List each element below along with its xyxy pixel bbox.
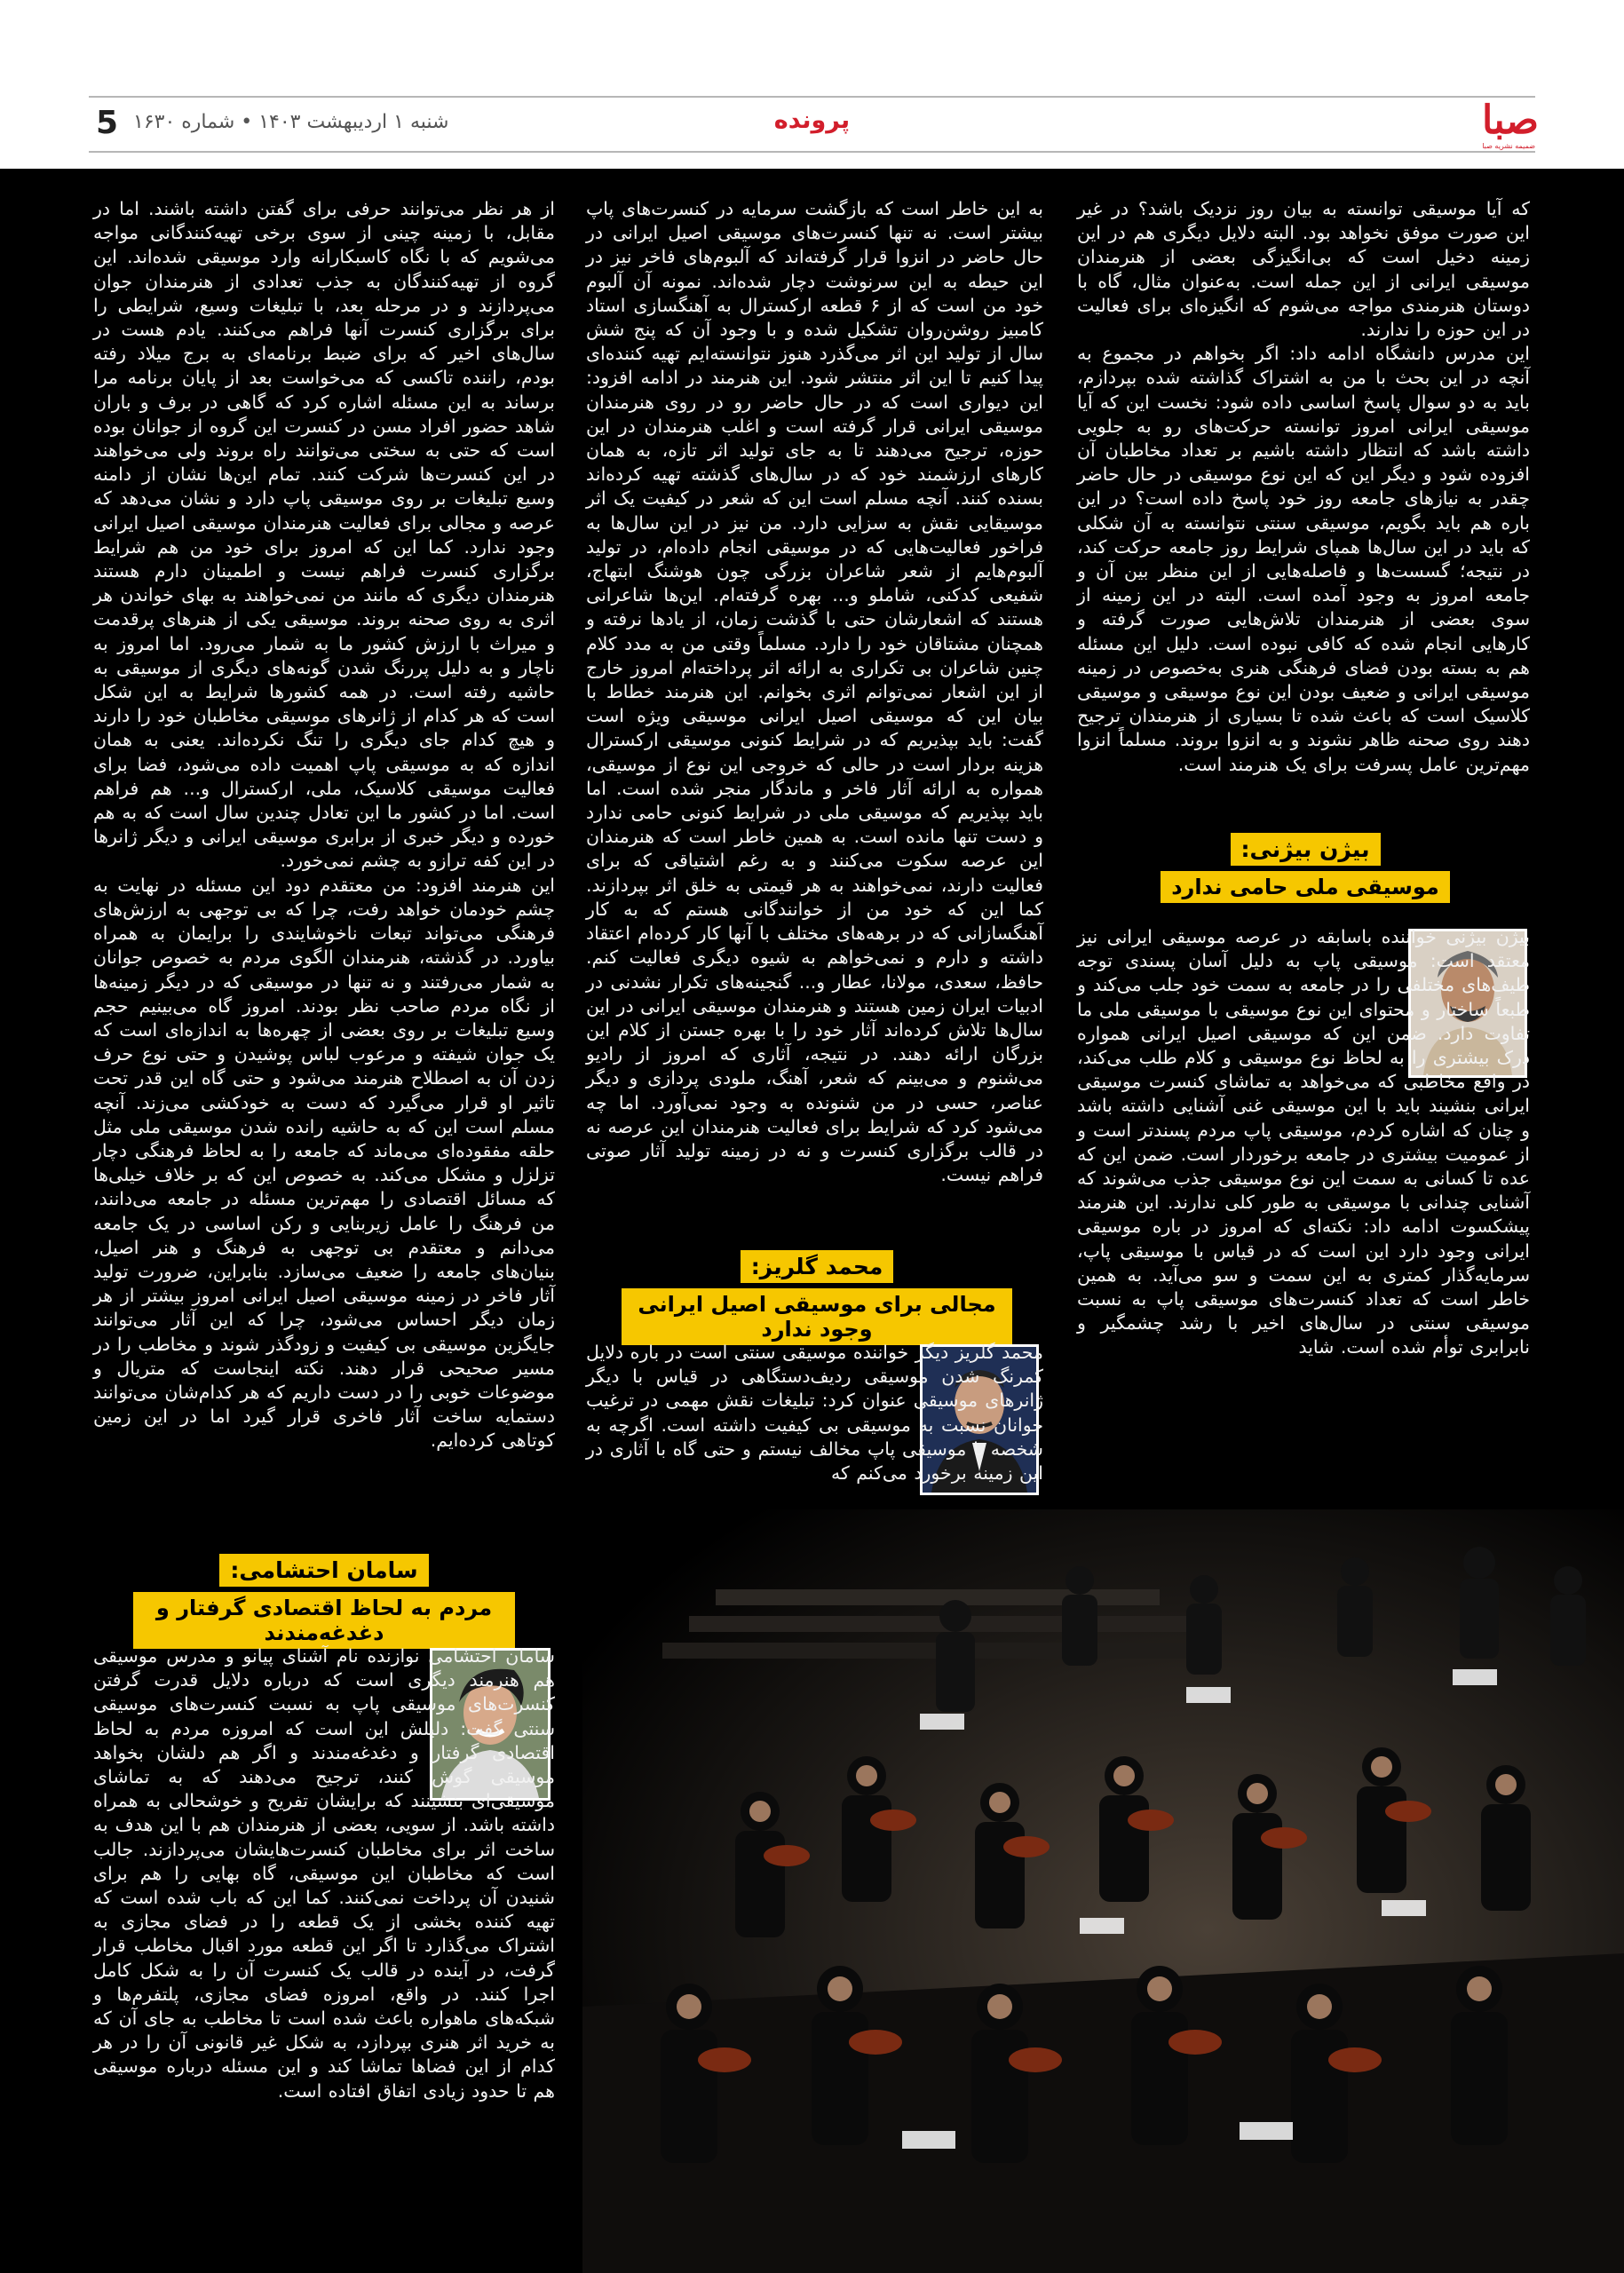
article-paragraph: این مدرس دانشگاه ادامه داد: اگر بخواهم در مجموع به آنچه در این بحث با من به اشتراک گذاشته شده بپردازم، باید به دو سوال پاسخ اساسی داده شود: نخست این که آیا موسیقی ایرانی امروز توانسته حرکت‌های رو به جلویی داشته باشد که انتظار داشته باشیم بر تعداد مخاطبان آن افزوده شود و دیگر این که این نوع موسیقی در حال حاضر چقدر به نیازهای جامعه روز خود پاسخ داده است؟ در این باره هم باید بگویم، موسیقی سنتی نتوانسته به آن شکلی که باید در این سال‌ها همپای شرایط روز جامعه حرکت کند، در نتیجه؛ گسست‌ها و فاصله‌هایی از این منظر بین آن و جامعه امروز به وجود آمده است. البته در این زمینه از سوی بعضی از هنرمندان تلاش‌هایی صورت گرفته و کارهایی انجام شده که کافی نبوده است. دلیل این مسئله هم به بسته بودن فضای فرهنگی هنری به‌خصوص در زمینه موسیقی ایرانی و ضعیف بودن این نوع موسیقی و موسیقی کلاسیک است که باعث شده تا بسیاری از هنرمندان ترجیح دهند روی صحنه ظاهر نشوند و به انزوا بروند. مسلماً انزوا مهم‌ترین عامل پسرفت برای یک هنرمند است. [1077, 343, 1530, 775]
masthead [0, 0, 1624, 169]
concert-orchestra-photo [582, 1509, 1624, 2273]
orchestra-photo [582, 1509, 1624, 2273]
page-number: 5 [96, 105, 119, 141]
article-paragraph: از هر نظر می‌توانند حرفی برای گفتن داشته باشند. اما در مقابل، با زمینه چینی از سوی برخی تهیه‌کنندگانی مواجه می‌شویم که با نگاه کاسبکارانه وارد موسیقی شده‌اند. این گروه از تهیه‌کنندگان به جذب تعدادی از هنرمندان جوان می‌پردازند و در مرحله بعد، با تبلیغات وسیع، شرایطی را برای برگزاری کنسرت آنها فراهم می‌کنند. یادم هست در سال‌های اخیر که برای ضبط برنامه‌ای به برج میلاد رفته بودم، راننده تاکسی که می‌خواست بعد از پایان برنامه مرا برساند به این مسئله اشاره کرد که گاهی در برف و باران شاهد حضور افراد مسن در کنسرت این گروه از جوانان بوده است که حتی به سختی می‌توانند راه بروند ولی می‌خواهند در این کنسرت‌ها شرکت کنند. تمام این‌ها نشان از دامنه وسیع تبلیغات بر روی موسیقی پاپ دارد و نشان می‌دهد که عرصه و مجالی برای فعالیت هنرمندان موسیقی اصیل ایرانی وجود ندارد. کما این که امروز برای خود من هم شرایط برگزاری کنسرت فراهم نیست و اطمینان دارم هستند هنرمندان دیگری که مانند من نمی‌خواهند به بهای خواندن هر اثری به روی صحنه بروند. موسیقی یکی از هنرهای پرقدمت و میراث با ارزش کشور ما به شمار می‌رود. اما امروز به ناچار و به دلیل پررنگ شدن گونه‌های دیگری از موسیقی به حاشیه رفته است. در همه کشورها شرایط به این شکل است که هر کدام از ژانرهای موسیقی مخاطبان خود را دارند و هیچ کدام جای دیگری را تنگ نکرده‌اند. یعنی به همان اندازه که به موسیقی پاپ اهمیت داده می‌شود، فضا برای فعالیت موسیقی کلاسیک، ملی، ارکسترال و... هم فراهم است. اما در کشور ما این تعادل چندین سال است که به هم خورده و دیگر خبری از برابری موسیقی ایرانی و دیگر ژانرها در این کفه ترازو به چشم نمی‌خورد. [93, 198, 555, 872]
interview-title-bizhan [1154, 833, 1456, 903]
section-title: پرونده [773, 107, 851, 134]
interview-text-saman [93, 1644, 555, 2103]
interviewee-name: محمد گلریز: [741, 1250, 894, 1283]
interview-headline: موسیقی ملی حامی ندارد [1161, 871, 1450, 903]
interview-title-mohammad [622, 1250, 1012, 1345]
article-column-middle [586, 197, 1043, 1187]
newspaper-logo: صبا [1481, 98, 1539, 143]
article-paragraph: که آیا موسیقی توانسته به بیان روز نزدیک باشد؟ در غیر این صورت موفق نخواهد بود. البته دلایل دیگری هم در این زمینه دخیل است که بی‌انگیزگی بعضی از هنرمندان موسیقی ایرانی از این جمله است. به‌عنوان مثال، گاه با دوستان هنرمندی مواجه می‌شوم که انگیزه‌ای برای فعالیت در این حوزه را ندارند. [1077, 198, 1530, 341]
article-paragraph: به این خاطر است که بازگشت سرمایه در کنسرت‌های پاپ بیشتر است. نه تنها کنسرت‌های موسیقی اصیل ایرانی در حال حاضر در انزوا قرار گرفته‌اند که آلبوم‌های فاخر نیز در این حیطه به این سرنوشت دچار شده‌اند. نمونه آن آلبوم خود من است که از ۶ قطعه ارکسترال به آهنگسازی استاد کامبیز روشن‌روان تشکیل شده و با وجود آن که پنج شش سال از تولید این اثر می‌گذرد هنوز نتوانسته‌ایم تهیه کننده‌ای پیدا کنیم تا این اثر منتشر شود. این هنرمند در ادامه افزود: این دیواری است که در حال حاضر رو در روی هنرمندان موسیقی ایرانی قرار گرفته است و اغلب هنرمندان در این حوزه، ترجیح می‌دهند تا به جای تولید اثر تازه، به همان کارهای ارزشمند خود که در سال‌های گذشته تهیه کرده‌اند بسنده کنند. آنچه مسلم است این که شعر در کیفیت یک اثر موسیقایی نقش به سزایی دارد. من نیز در این سال‌ها به فراخور فعالیت‌هایی که در موسیقی انجام داده‌ام، در تولید آلبوم‌هایم از شعر شاعران بزرگی چون هوشنگ ابتهاج، شفیعی کدکنی، شاملو و... بهره گرفته‌ام. این‌ها شاعرانی هستند که اشعارشان حتی با گذشت زمان، از یادها نرفته و همچنان مشتاقان خود را دارد. مسلماً وقتی من به مدد کلام چنین شاعران بی تکراری به ارائه اثر پرداخته‌ام امروز خارج از این اشعار نمی‌توانم اثری بخوانم. این هنرمند خطاط با بیان این که موسیقی اصیل ایرانی موسیقی ویژه است گفت: باید بپذیریم که در شرایط کنونی موسیقی ارکسترال هزینه بردار است در حالی که خروجی این نوع از موسیقی، همواره به ارائه آثار فاخر و ماندگار منجر شده است. اما باید بپذیریم که موسیقی ملی در شرایط کنونی حامی ندارد و دست تنها مانده است. به همین خاطر است که هنرمندان این عرصه سکوت می‌کنند و به رغم اشتیاقی که برای فعالیت دارند، نمی‌خواهند به هر قیمتی به خلق اثر بپردازند. کما این که خود من از خوانندگانی هستم که به کار آهنگسازانی که در برهه‌های مختلف با آنها کار کرده‌ام اعتقاد داشته و دارم و نمی‌خواهم به شیوه دیگری فعالیت کنم. حافظ، سعدی، مولانا، عطار و... گنجینه‌های تکرار نشدنی در ادبیات ایران زمین هستند و هنرمندان موسیقی ایرانی در این سال‌ها تلاش کرده‌اند آثار خود را با بهره جستن از کلام این بزرگان ارائه دهند. در نتیجه، آثاری که امروز از رادیو می‌شنوم و می‌بینم که شعر، آهنگ، ملودی پردازی و دیگر عناصر، حسی در من شنونده به وجود نمی‌آورد. اما چه می‌شود کرد که شرایط برای فعالیت هنرمندان این عرصه نه در قالب برگزاری کنسرت و نه در زمینه تولید آثار صوتی فراهم نیست. [586, 198, 1043, 1186]
interview-text-mohammad [586, 1341, 1043, 1485]
interview-headline: مردم به لحاظ اقتصادی گرفتار و دغدغه‌مندند [133, 1592, 515, 1649]
interviewee-name: سامان احتشامی: [219, 1554, 428, 1587]
newspaper-logo-subtitle: ضمیمه نشریه صبا [1482, 142, 1535, 150]
interview-title-saman [133, 1554, 515, 1649]
article-column-left [93, 197, 555, 1453]
header-bottom-rule [89, 151, 1535, 153]
interview-text-bizhan [1077, 925, 1530, 1360]
interview-headline: مجالی برای موسیقی اصیل ایرانی وجود ندارد [622, 1288, 1012, 1345]
interview-paragraph: سامان احتشامی نوازنده نام آشنای پیانو و مدرس موسیقی هم هنرمند دیگری است که درباره دلایل قدرت گرفتن کنسرت‌های موسیقی پاپ به نسبت کنسرت‌های موسیقی سنتی گفت: دلیلش این است که امروزه مردم به لحاظ اقتصادی گرفتار و دغدغه‌مندند و اگر هم دلشان بخواهد موسیقی گوش کنند، ترجیح می‌دهند که به تماشای موسیقی‌ای بنشینند که برایشان تفریح و خوشحالی به همراه داشته باشد. از سویی، بعضی از هنرمندان هم با این هدف به ساخت اثر برای مخاطبان کنسرت‌هایشان می‌پردازند. جالب است که مخاطبان این موسیقی، گاه بهایی را هم برای شنیدن آن پرداخت نمی‌کنند. کما این که باب شده است که تهیه کننده بخشی از یک قطعه را در فضای مجازی به اشتراک می‌گذارد تا اگر این قطعه مورد اقبال مخاطب قرار گرفت، در آینده در قالب یک کنسرت آن را به شکل کامل اجرا کنند. در واقع، امروزه فضای مجازی، پلتفرم‌ها و شبکه‌های ماهواره باعث شده است تا مخاطب به جای آن که به خرید اثر هنری بپردازد، به شکل غیر قانونی آن را در هر کدام از این فضاها تماشا کند و این مسئله درباره موسیقی هم تا حدود زیادی اتفاق افتاده است. [93, 1645, 555, 2102]
header-top-rule [89, 96, 1535, 98]
interview-paragraph: محمد گلریز دیگر خواننده موسیقی سنتی است در باره دلایل کمرنگ شدن موسیقی ردیف‌دستگاهی در قیاس با دیگر ژانرهای موسیقی عنوان کرد: تبلیغات نقش مهمی در ترغیب جوانان نسبت به موسیقی بی کیفیت داشته است. اگرچه به شخصه با موسیقی پاپ مخالف نیستم و حتی گاه با آثاری در این زمینه برخورد می‌کنم که [586, 1342, 1043, 1485]
interviewee-name: بیژن بیژنی: [1231, 833, 1381, 866]
article-paragraph: این هنرمند افزود: من معتقدم دود این مسئله در نهایت به چشم خودمان خواهد رفت، چرا که بی توجهی به ارزش‌های فرهنگی می‌تواند تبعات ناخوشایندی را برایمان به همراه بیاورد. در گذشته، هنرمندان الگوی مردم به خصوص جوانان به شمار می‌رفتند و نه تنها در موسیقی که در دیگر زمینه‌ها از نگاه مردم صاحب نظر بودند. امروز گاه می‌بینیم حجم وسیع تبلیغات بر روی بعضی از چهره‌ها به اندازه‌ای است که یک جوان شیفته و مرعوب لباس پوشیدن و حتی نوع حرف زدن آن به اصطلاح هنرمند می‌شود و حتی گاه این قدر تحت تاثیر او قرار می‌گیرد که دست به خودکشی می‌زند. آنچه مسلم است این که به حاشیه رانده شدن موسیقی ملی مثل حلقه مفقوده‌ای می‌ماند که جامعه را به لحاظ فرهنگی دچار تزلزل و مشکل می‌کند. به خصوص این که بر خلاف خیلی‌ها که مسائل اقتصادی را مهم‌ترین مسئله در جامعه می‌دانند، من فرهنگ را عامل زیربنایی و رکن اساسی در یک جامعه می‌دانم و معتقدم بی توجهی به فرهنگ و هنر اصیل، بنیان‌های جامعه را ضعیف می‌سازد. بنابراین، ضرورت تولید آثار فاخر در زمینه موسیقی اصیل ایرانی امروز بیشتر از هر زمان دیگر احساس می‌شود، چرا که این آثار می‌توانند جایگزین موسیقی بی کیفیت و زودگذر شوند و مخاطب را در مسیر صحیحی قرار دهند. نکته اینجاست که متریال و موضوعات خوبی را در دست داریم که هر کدام‌شان می‌توانند دستمایه ساخت آثار فاخری قرار گیرد اما در این زمین کوتاهی کرده‌ایم. [93, 874, 555, 1452]
article-column-right [1077, 197, 1530, 777]
interview-paragraph: بیژن بیژنی خواننده باسابقه در عرصه موسیقی ایرانی نیز معتقد است: موسیقی پاپ به دلیل آسان پسندی توجه طیف‌های مختلفی را در جامعه به سمت خود جلب می‌کند و طبعاً ساختار و محتوای این نوع موسیقی با موسیقی ملی ما تفاوت دارد. ضمن این که موسیقی اصیل ایرانی همواره درک بیشتری را به لحاظ نوع موسیقی و کلام طلب می‌کند، در واقع مخاطبی که می‌خواهد به تماشای کنسرت موسیقی ایرانی بنشیند باید با این موسیقی غنی آشنایی داشته باشد و چنان که اشاره کردم، موسیقی پاپ مردم پسندتر است و از عمومیت بیشتری در جامعه برخوردار است. ضمن این که عده تا کسانی به سمت این نوع موسیقی جذب می‌شوند که آشنایی چندانی با موسیقی به طور کلی ندارند. این هنرمند پیشکسوت ادامه داد: نکته‌ای که امروز در باره موسیقی ایرانی وجود دارد این است که در قیاس با موسیقی پاپ، سرمایه‌گذار کمتری به این سمت و سو می‌آید. به همین خاطر است که تعداد کنسرت‌های موسیقی پاپ به نسبت موسیقی سنتی در سال‌های اخیر با رشد چشمگیر و نابرابری توأم شده است. شاید [1077, 926, 1530, 1358]
issue-date-line: شنبه ۱ اردیبهشت ۱۴۰۳ • شماره ۱۶۳۰ [133, 111, 449, 133]
